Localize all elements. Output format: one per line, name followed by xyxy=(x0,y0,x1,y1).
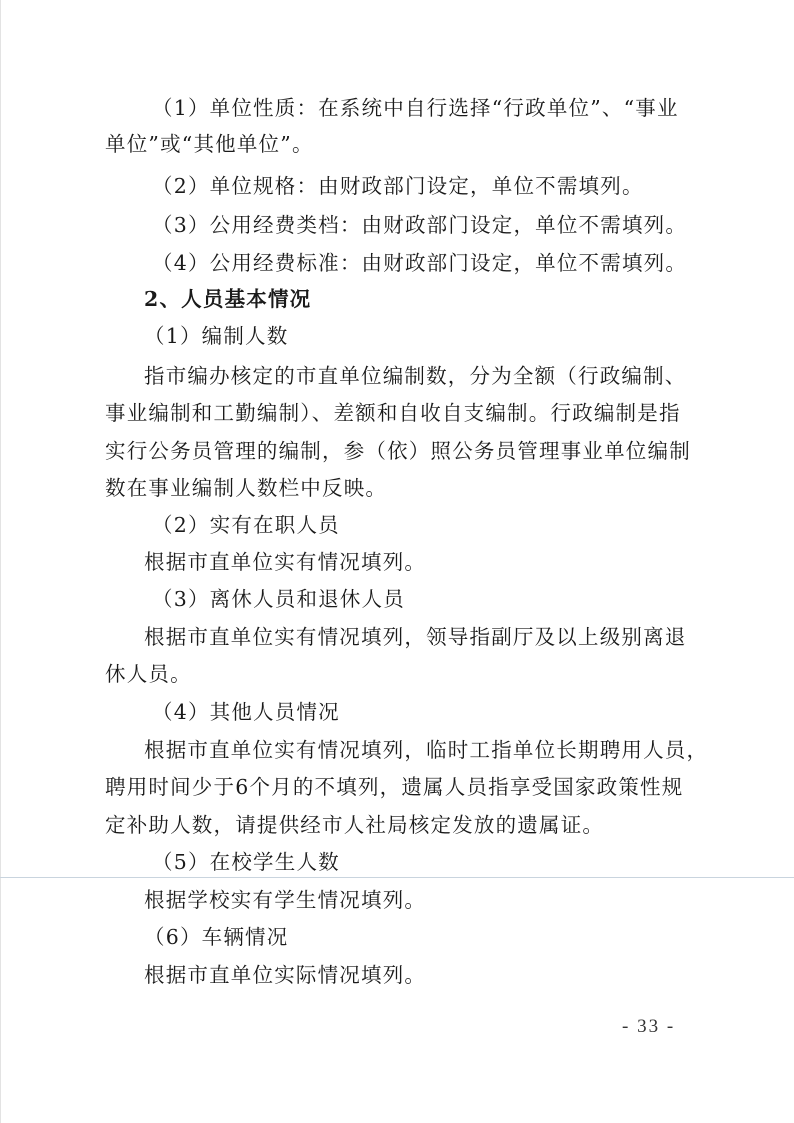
scan-artifact-line xyxy=(0,877,794,878)
retired-para-line-2: 休人员。 xyxy=(105,662,192,686)
staffing-heading: （1）编制人数 xyxy=(144,324,289,348)
students-heading: （5）在校学生人数 xyxy=(152,850,340,874)
other-personnel-heading: （4）其他人员情况 xyxy=(152,700,340,724)
section-heading-personnel: 2、人员基本情况 xyxy=(144,287,312,311)
staffing-para-line-4: 数在事业编制人数栏中反映。 xyxy=(105,476,388,500)
staffing-para-line-2: 事业编制和工勤编制）、差额和自收自支编制。行政编制是指 xyxy=(105,401,681,425)
other-personnel-para-line-1: 根据市直单位实有情况填列，临时工指单位长期聘用人员， xyxy=(144,738,709,762)
unit-nature-line-1: （1）单位性质：在系统中自行选择“行政单位”、“事业 xyxy=(152,96,679,120)
students-para: 根据学校实有学生情况填列。 xyxy=(144,888,427,912)
other-personnel-para-line-3: 定补助人数，请提供经市人社局核定发放的遗属证。 xyxy=(105,813,605,837)
vehicles-para: 根据市直单位实际情况填列。 xyxy=(144,963,427,987)
unit-nature-line-2: 单位”或“其他单位”。 xyxy=(105,132,314,156)
unit-grade-line: （2）单位规格：由财政部门设定，单位不需填列。 xyxy=(152,174,644,198)
retired-para-line-1: 根据市直单位实有情况填列，领导指副厅及以上级别离退 xyxy=(144,625,687,649)
active-staff-para: 根据市直单位实有情况填列。 xyxy=(144,550,427,574)
vehicles-heading: （6）车辆情况 xyxy=(144,925,289,949)
staffing-para-line-1: 指市编办核定的市直单位编制数，分为全额（行政编制、 xyxy=(144,364,687,388)
other-personnel-para-line-2: 聘用时间少于6个月的不填列，遗属人员指享受国家政策性规 xyxy=(105,775,684,799)
expense-standard-line: （4）公用经费标准：由财政部门设定，单位不需填列。 xyxy=(152,251,688,275)
expense-category-line: （3）公用经费类档：由财政部门设定，单位不需填列。 xyxy=(152,213,688,237)
retired-heading: （3）离休人员和退休人员 xyxy=(152,587,405,611)
active-staff-heading: （2）实有在职人员 xyxy=(152,513,340,537)
staffing-para-line-3: 实行公务员管理的编制，参（依）照公务员管理事业单位编制 xyxy=(105,439,691,463)
scan-edge xyxy=(0,0,1,1123)
page-number: - 33 - xyxy=(622,1016,676,1037)
